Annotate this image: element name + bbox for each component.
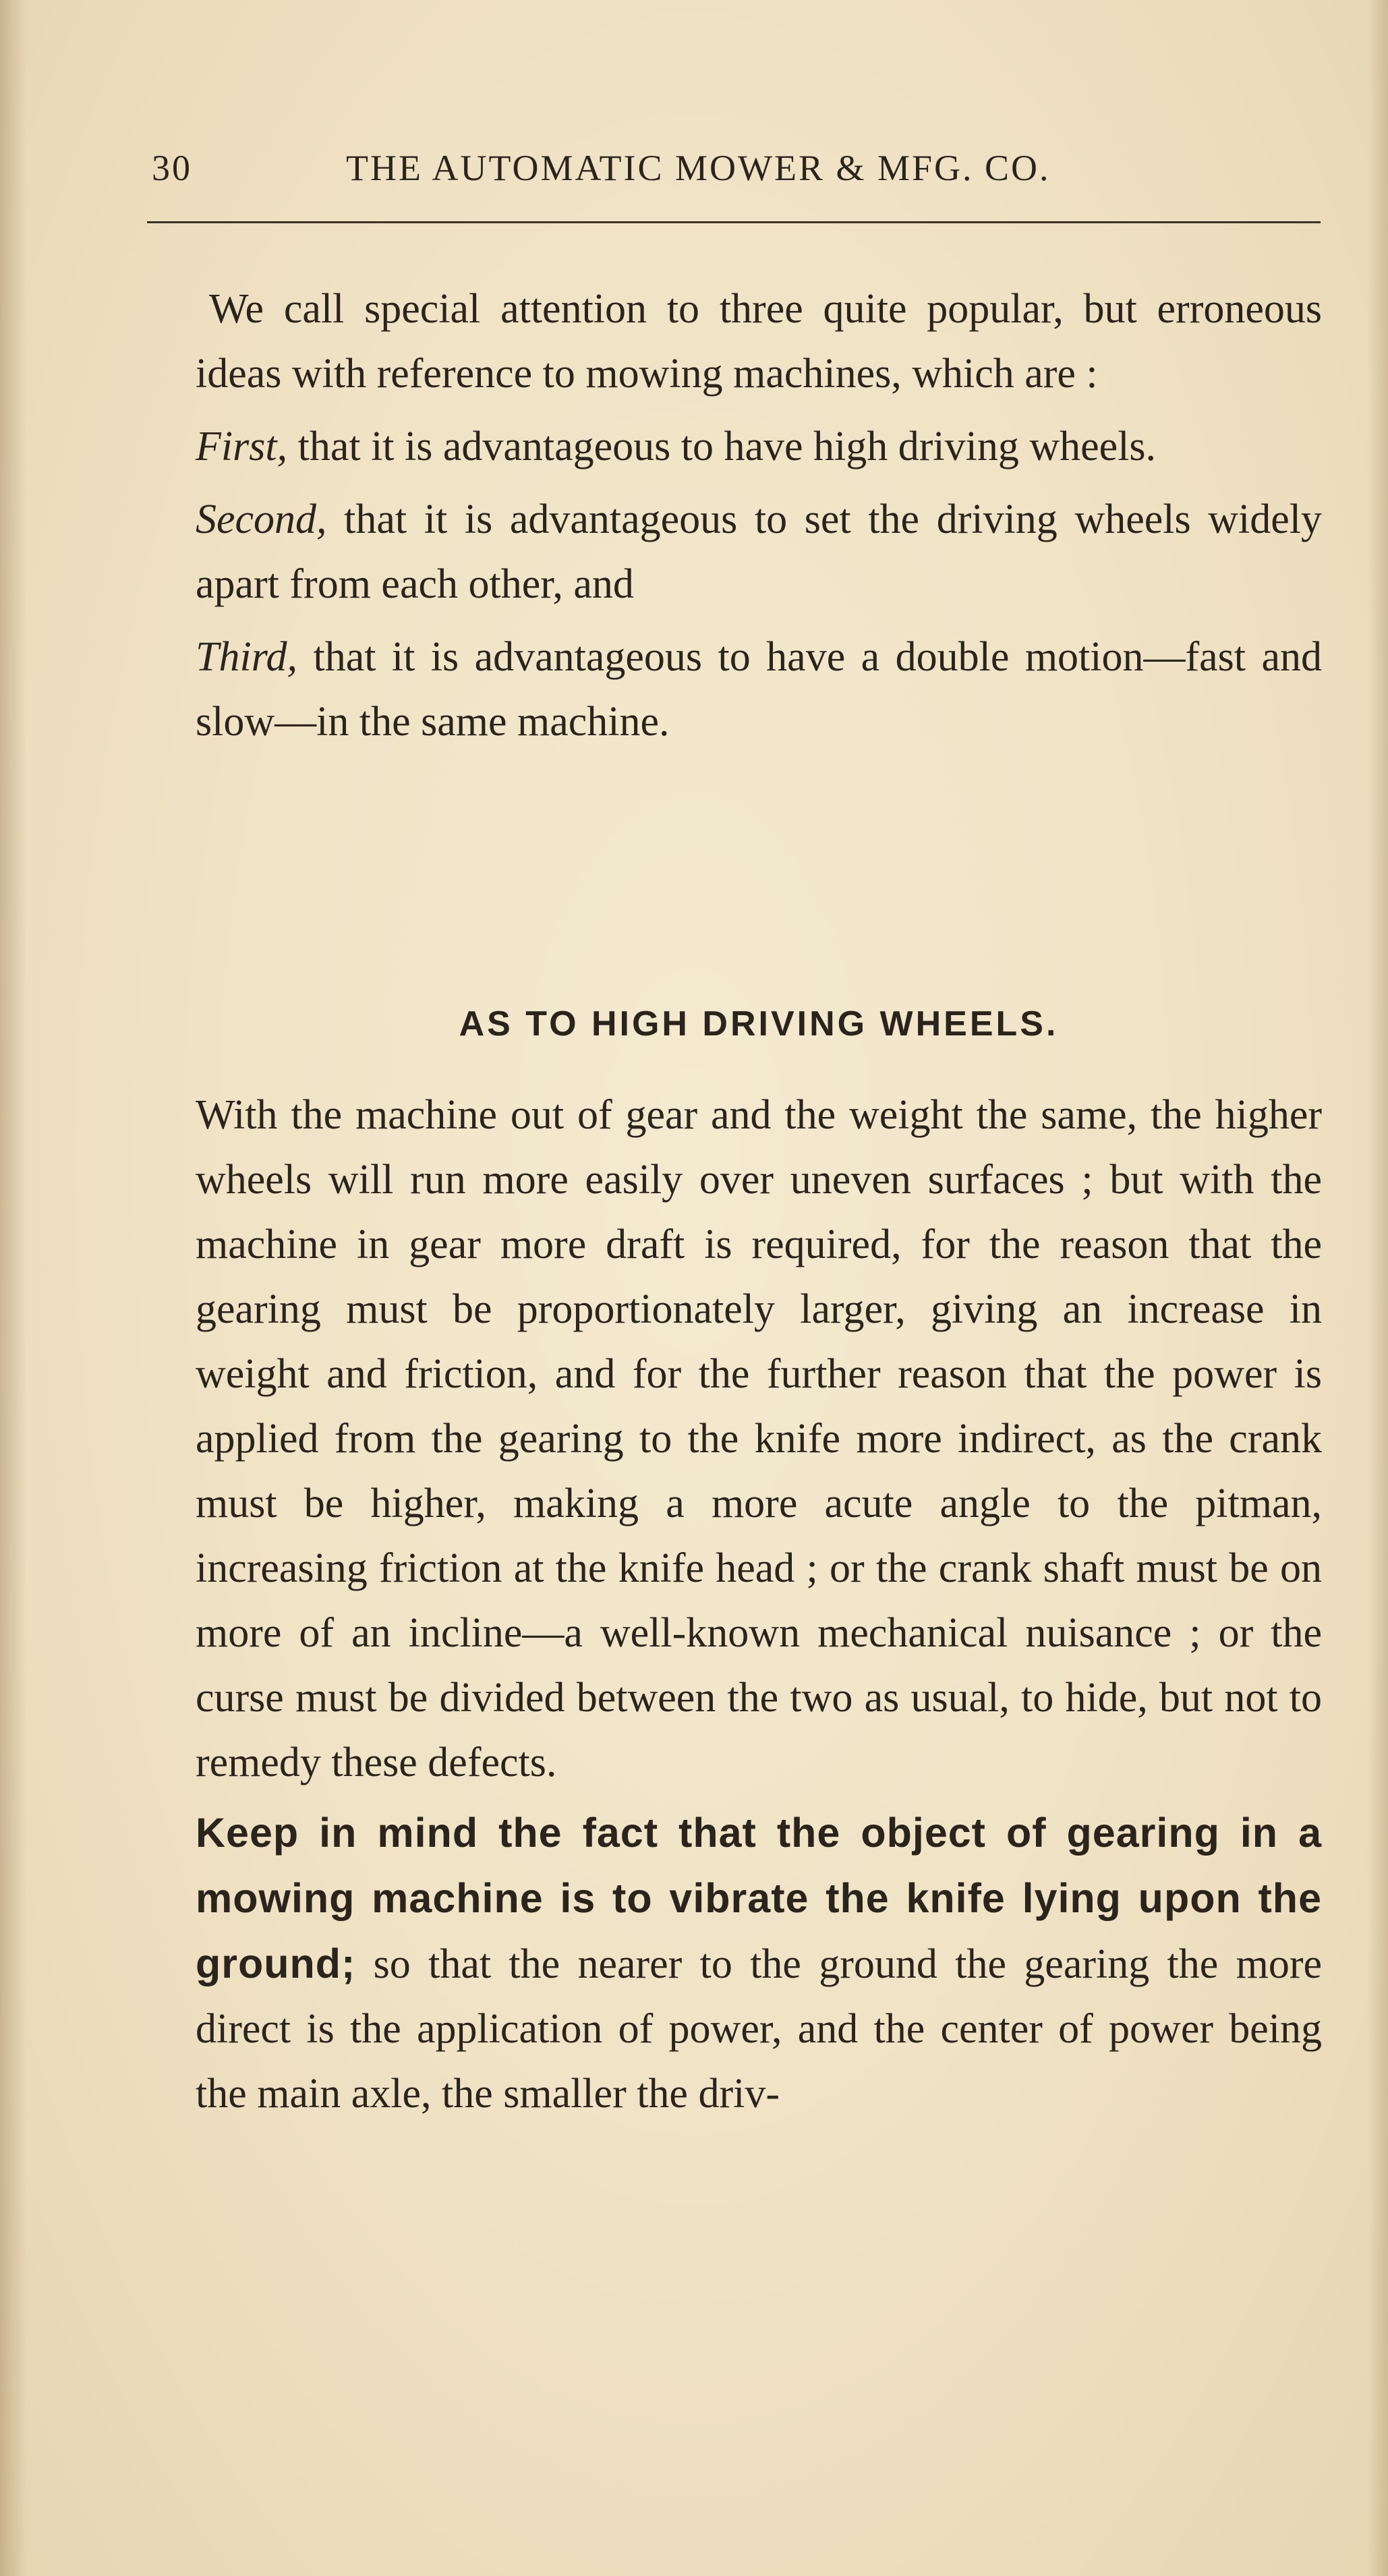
emphasis-text: Keep in mind the fact that the object of gearing in a mowing machine is to vibrate the knife lying upon the ground; [196,1810,1322,1986]
idea-first [196,414,1322,479]
idea-third-text: that it is advantageous to have a double motion—fast and slow—in the same machine. [196,634,1322,745]
idea-third [196,625,1322,754]
intro-block [196,277,1322,754]
section-heading: AS TO HIGH DRIVING WHEELS. [459,1004,1059,1043]
idea-first-label: First, [196,424,288,469]
page-header [152,147,1319,194]
idea-second-text: that it is advantageous to set the driving wheels widely apart from each other, and [196,496,1322,607]
section-block [196,1083,1322,2126]
idea-second [196,487,1322,617]
section-paragraph-2-rest: so that the nearer to the ground the gearing the more direct is the application of power, and the center of power being the main axle, the smaller the driv- [196,1941,1322,2117]
intro-paragraph: We call special attention to three quite popular, but erroneous ideas with reference to mowing machines, which are : [196,286,1322,397]
page-edge-shadow-left [0,0,27,2576]
page-edge-shadow-right [1368,0,1388,2576]
idea-first-text: that it is advantageous to have high driving wheels. [287,424,1157,469]
page-number: 30 [152,148,192,188]
idea-third-label: Third, [196,634,298,680]
section-paragraph-1: With the machine out of gear and the weight the same, the higher wheels will run more easily over uneven surfaces ; but with the machine in gear more draft is required, for the reason that the gearing must be proportionately larger, giving an increase in weight and friction, and for the further reason that the power is applied from the gearing to the knife more indirect, as the crank must be higher, making a more acute angle to the pitman, increasing friction at the knife head ; or the crank shaft must be on more of an incline—a well-known mechanical nuisance ; or the curse must be divided between the two as usual, to hide, but not to remedy these defects. [196,1092,1322,1785]
idea-second-label: Second, [196,496,327,542]
running-head: THE AUTOMATIC MOWER & MFG. CO. [346,148,1051,188]
header-rule [147,221,1321,223]
section-paragraph-2 [196,1800,1322,2126]
